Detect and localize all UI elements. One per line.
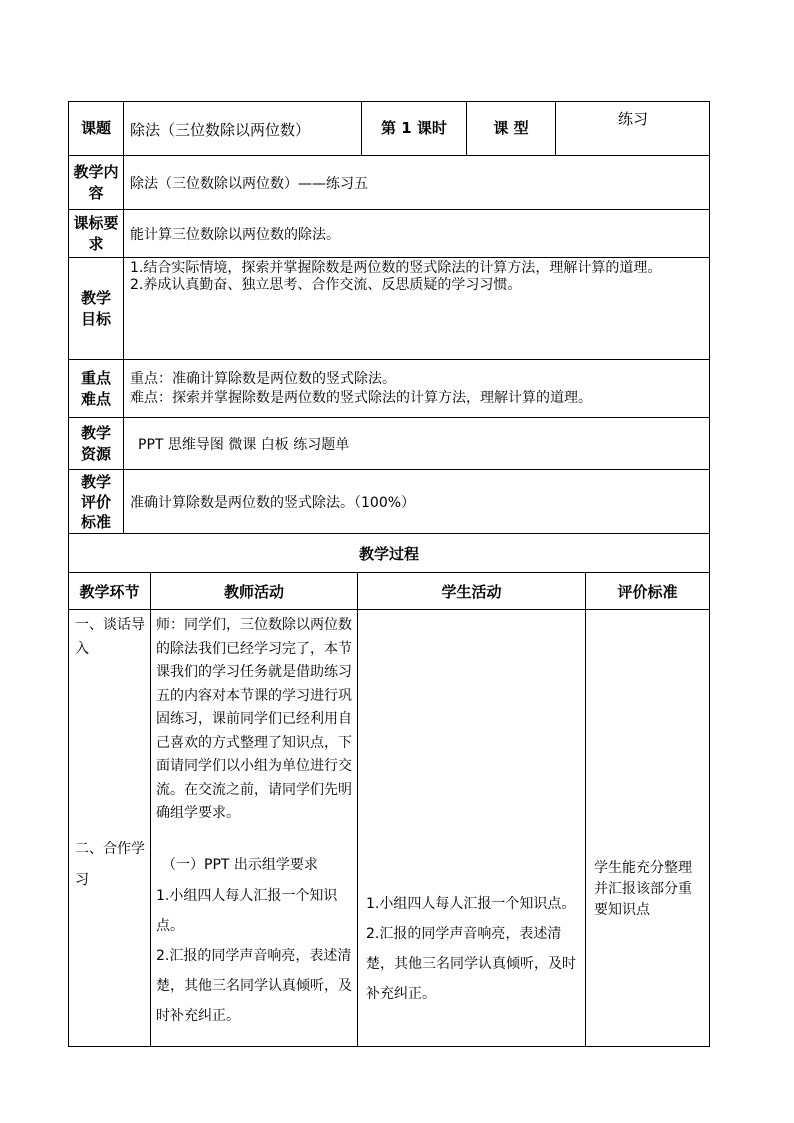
goals-value (124, 258, 710, 360)
process-table (68, 533, 710, 1047)
evaluation-criterion: 学生能充分整理并汇报该部分重要知识点 (594, 860, 692, 918)
student-requirement-1: 1.小组四人每人汇报一个知识点。 (366, 896, 576, 912)
stage-cooperative: 二、合作学习 (75, 841, 145, 888)
column-stage: 教学环节 (69, 573, 151, 610)
resources-label: 教学资源 (69, 418, 124, 470)
teacher-intro: 师：同学们，三位数除以两位数的除法我们已经学习完了，本节课我们的学习任务就是借助练习五的内容对本节课的学习进行巩固练习，课前同学们已经利用自己喜欢的方式整理了知识点，下面请同学们以小组为单位进行交流。在交流之前，请同学们先明确组学要求。 (156, 617, 352, 821)
content-label: 教学内容 (69, 156, 124, 210)
stage-cell (69, 610, 151, 1047)
student-requirement-2: 2.汇报的同学声音响亮，表述清楚，其他三名同学认真倾听，及时补充纠正。 (366, 926, 576, 1002)
lesson-info-table (68, 101, 710, 534)
goal-1: 1.结合实际情境，探索并掌握除数是两位数的竖式除法的计算方法，理解计算的道理。 (130, 260, 662, 276)
key-points-value (124, 360, 710, 418)
goal-2: 2.养成认真勤奋、独立思考、合作交流、反思质疑的学习习惯。 (130, 277, 522, 293)
standard-value: 能计算三位数除以两位数的除法。 (124, 210, 710, 258)
topic-label: 课题 (69, 102, 124, 156)
type-value: 练习 (556, 102, 710, 156)
column-teacher: 教师活动 (151, 573, 358, 610)
difficult-point: 难点：探索并掌握除数是两位数的竖式除法的计算方法，理解计算的道理。 (130, 390, 592, 406)
teacher-ppt: （一）PPT 出示组学要求 (162, 856, 318, 873)
evaluation-value: 准确计算除数是两位数的竖式除法。（100%） (124, 470, 710, 534)
evaluation-cell (586, 610, 710, 1047)
topic-value: 除法（三位数除以两位数） (124, 102, 362, 156)
column-evaluation: 评价标准 (586, 573, 710, 610)
evaluation-label: 教学评价标准 (69, 470, 124, 534)
teacher-requirement-1: 1.小组四人每人汇报一个知识点。 (156, 888, 338, 934)
teacher-activity-cell (151, 610, 358, 1047)
lesson-number: 第 1 课时 (362, 102, 467, 156)
key-point: 重点：准确计算除数是两位数的竖式除法。 (130, 371, 396, 387)
content-value: 除法（三位数除以两位数）——练习五 (124, 156, 710, 210)
stage-intro: 一、谈话导入 (75, 617, 145, 657)
resources-value: PPT 思维导图 微课 白板 练习题单 (124, 418, 710, 470)
process-title: 教学过程 (69, 534, 710, 573)
type-label: 课 型 (467, 102, 556, 156)
column-student: 学生活动 (358, 573, 586, 610)
teacher-requirement-2: 2.汇报的同学声音响亮，表述清楚，其他三名同学认真倾听，及时补充纠正。 (156, 948, 352, 1024)
standard-label: 课标要求 (69, 210, 124, 258)
key-points-label: 重点难点 (69, 360, 124, 418)
goals-label: 教学目标 (69, 258, 124, 360)
student-activity-cell (358, 610, 586, 1047)
